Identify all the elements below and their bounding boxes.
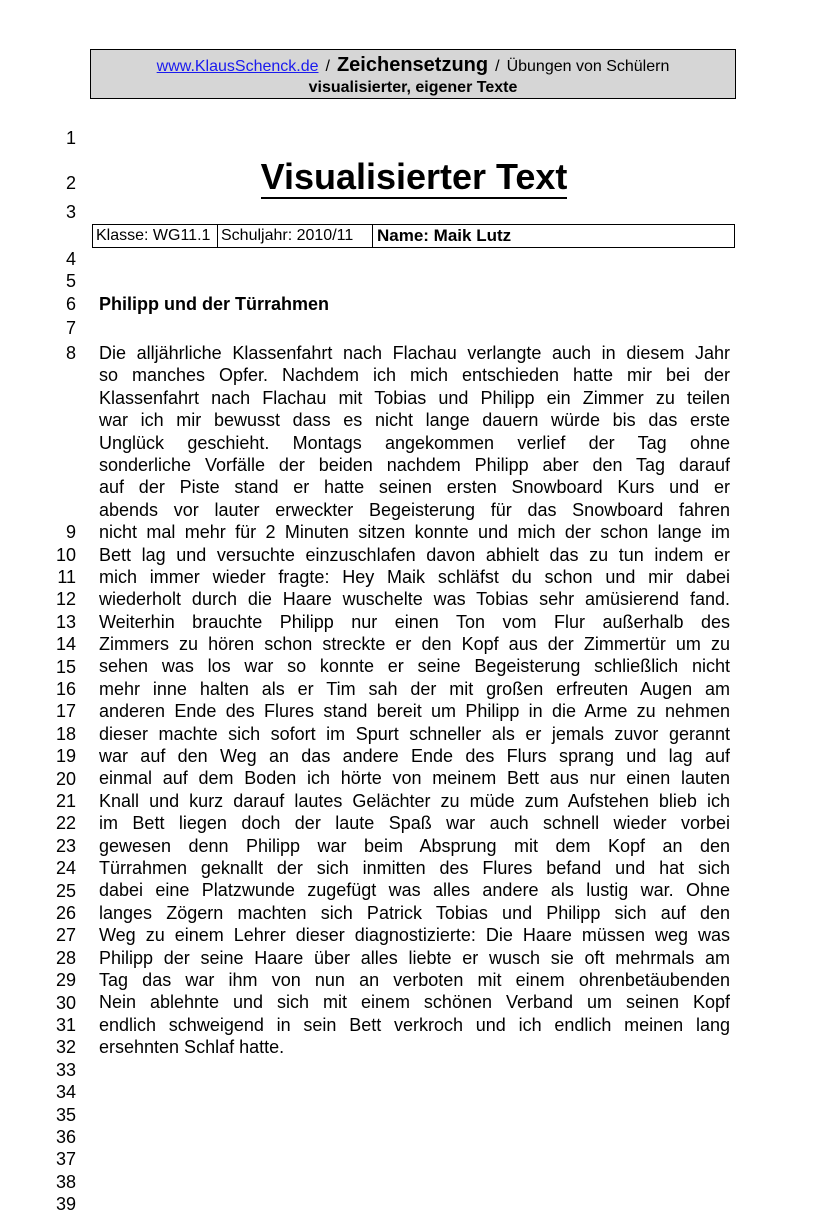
text-line: war auf den Weg an das andere Ende des Flurs sprang und lag auf	[99, 746, 730, 767]
text-line: im Bett liegen doch der laute Spaß war auch schnell wieder vorbei	[99, 813, 730, 834]
line-number: 20	[55, 768, 76, 789]
line-number: 7	[65, 318, 76, 338]
line-number: 23	[55, 835, 76, 856]
text-line: Weiterhin brauchte Philipp nur einen Ton vom Flur außerhalb des	[99, 611, 730, 632]
line-number: 4	[65, 249, 76, 269]
text-line: ersehnten Schlaf hatte.	[99, 1037, 285, 1058]
line-number: 26	[55, 903, 76, 923]
story-body	[99, 342, 730, 1059]
text-line: Knall und kurz darauf lautes Gelächter zu müde zum Aufstehen blieb ich	[99, 790, 730, 811]
text-line: Zimmers zu hören schon streckte er den Kopf aus der Zimmertür um zu	[99, 634, 730, 655]
text-line: Unglück geschieht. Montags angekommen verlief der Tag ohne	[99, 432, 730, 453]
text-line: endlich schweigend in sein Bett verkroch und ich endlich meinen lang	[99, 1014, 730, 1035]
line-number: 15	[55, 656, 76, 677]
text-line: war ich mir bewusst dass es nicht lange dauern würde bis das erste	[99, 410, 730, 431]
student-name-field: Name: Maik Lutz	[377, 226, 512, 245]
text-line: mich immer wieder fragte: Hey Maik schläfst du schon und mir dabei	[99, 566, 730, 587]
line-number: 12	[55, 589, 76, 610]
text-line: Weg zu einem Lehrer dieser diagnostizierte: Die Haare müssen weg was	[99, 925, 730, 946]
header-separator: /	[325, 58, 330, 75]
text-line: sehen was los war so konnte er seine Begeisterung schließlich nicht	[99, 656, 730, 677]
line-number: 17	[55, 701, 76, 722]
line-number: 1	[65, 128, 76, 148]
line-number: 3	[65, 202, 76, 222]
text-line: Nein ablehnte und sich mit einem schönen Verband um seinen Kopf	[99, 992, 730, 1013]
line-number: 2	[65, 173, 76, 193]
line-number: 27	[55, 925, 76, 946]
school-year-field: Schuljahr: 2010/11	[218, 225, 373, 247]
line-number: 5	[65, 271, 76, 291]
text-line: sonderliche Vorfälle der beiden nachdem Philipp aber den Tag darauf	[99, 454, 730, 475]
text-line: Die alljährliche Klassenfahrt nach Flachau verlangte auch in diesem Jahr	[99, 343, 730, 363]
text-line: Philipp der seine Haare über alles liebte er wusch sie oft mehrmals am	[99, 947, 730, 968]
line-number: 6	[65, 294, 76, 314]
line-number: 25	[55, 880, 76, 901]
page-title-text: Visualisierter Text	[260, 156, 568, 197]
line-number: 39	[55, 1194, 76, 1215]
text-line: anderen Ende des Flures stand bereit um Philipp in die Arme zu nehmen	[99, 701, 730, 722]
story-heading: Philipp und der Türrahmen	[99, 294, 330, 314]
website-link[interactable]: www.KlausSchenck.de	[156, 58, 319, 75]
line-number: 8	[65, 343, 76, 363]
page-title	[0, 154, 828, 200]
text-line: dieser machte sich sofort im Spurt schneller als er jemals zuvor gerannt	[99, 723, 730, 744]
header-topic: Zeichensetzung	[336, 54, 489, 76]
text-line: so manches Opfer. Nachdem ich mich entschieden hatte mir bei der	[99, 365, 730, 386]
text-line: langes Zögern machten sich Patrick Tobias und Philipp sich auf den	[99, 902, 730, 923]
class-field: Klasse: WG11.1	[93, 225, 218, 247]
line-number: 16	[55, 679, 76, 699]
student-info-box	[92, 224, 735, 248]
text-line: Tag das war ihm von nun an verboten mit einem ohrenbetäubenden	[99, 969, 730, 990]
line-number: 38	[55, 1171, 76, 1192]
line-number: 30	[55, 992, 76, 1013]
text-line: Bett lag und versuchte einzuschlafen davon abhielt das zu tun indem er	[99, 544, 730, 565]
line-number: 29	[55, 970, 76, 991]
header-line-1	[91, 54, 735, 78]
header-line-2: visualisierter, eigener Texte	[308, 79, 518, 96]
line-number: 22	[55, 813, 76, 834]
text-line: nicht mal mehr für 2 Minuten sitzen konnte und mich der schon lange im	[99, 522, 730, 543]
header-subtitle: Übungen von Schülern	[506, 58, 670, 75]
line-number: 36	[55, 1127, 76, 1147]
text-line: auf der Piste stand er hatte seinen ersten Snowboard Kurs und er	[99, 477, 730, 498]
line-number: 28	[55, 947, 76, 968]
line-number: 37	[55, 1149, 76, 1170]
line-number: 33	[55, 1059, 76, 1080]
text-line: gewesen denn Philipp war beim Absprung mit dem Kopf an den	[99, 835, 730, 856]
line-number: 24	[55, 858, 76, 879]
line-number: 11	[57, 567, 76, 587]
text-line: abends vor lauter erweckter Begeisterung für das Snowboard fahren	[99, 499, 730, 520]
line-number: 32	[55, 1037, 76, 1058]
line-number: 34	[55, 1082, 76, 1103]
text-line: dabei eine Platzwunde zugefügt was alles andere als lustig war. Ohne	[99, 880, 730, 901]
text-line: wiederholt durch die Haare wuschelte was Tobias sehr amüsierend fand.	[99, 589, 730, 610]
line-number: 21	[55, 791, 76, 811]
line-number: 9	[65, 522, 76, 543]
line-number: 31	[55, 1015, 76, 1035]
header-separator: /	[495, 58, 500, 75]
line-number: 18	[55, 723, 76, 744]
text-line: Türrahmen geknallt der sich inmitten des Flures befand und hat sich	[99, 857, 730, 878]
line-number: 14	[55, 634, 76, 655]
text-line: einmal auf dem Boden ich hörte von meinem Bett aus nur einen lauten	[99, 768, 730, 789]
line-number: 13	[55, 611, 76, 632]
document-header	[90, 49, 736, 99]
line-number: 19	[55, 746, 76, 767]
line-number: 35	[55, 1104, 76, 1125]
text-line: Klassenfahrt nach Flachau mit Tobias und Philipp ein Zimmer zu teilen	[99, 387, 730, 408]
text-line: mehr inne halten als er Tim sah der mit großen erfreuten Augen am	[99, 678, 730, 699]
line-number: 10	[55, 544, 76, 565]
